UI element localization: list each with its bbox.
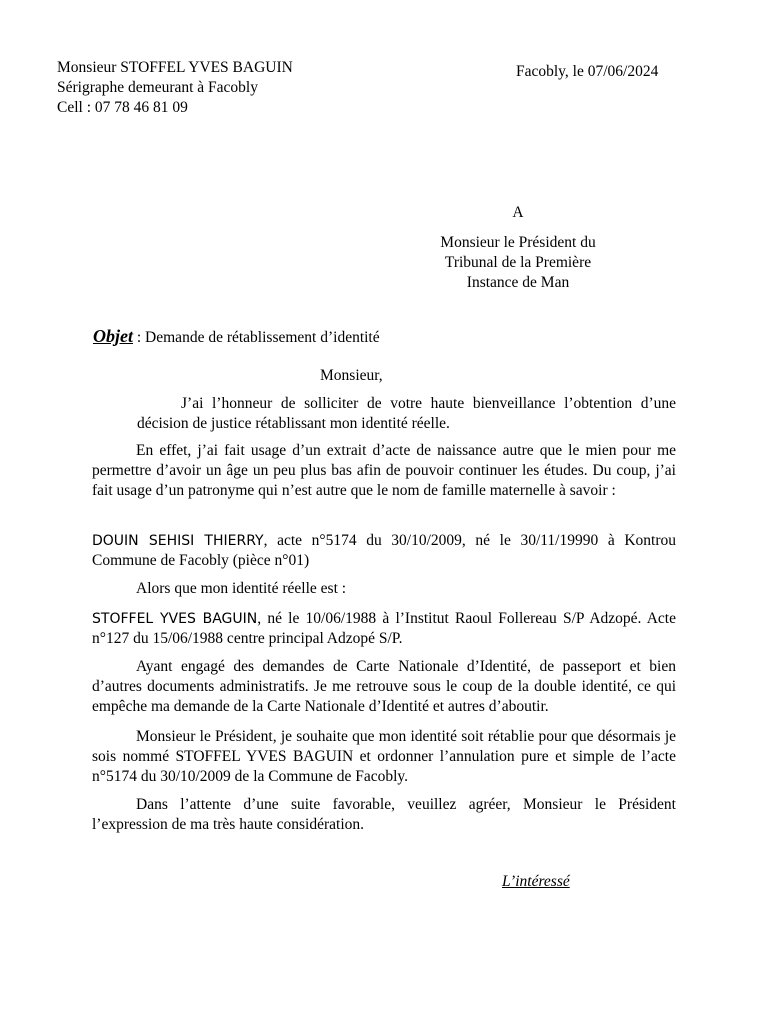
recipient-line-2: Tribunal de la Première <box>444 254 592 271</box>
real-identity-details: , né le 10/06/1988 à l’Institut Raoul Follereau S/P Adzopé. Acte n°127 du 15/06/1988 centre principal Adzopé S/P. <box>92 610 676 647</box>
real-identity-name: STOFFEL YVES BAGUIN <box>92 611 258 627</box>
subject-text: : Demande de rétablissement d’identité <box>133 329 380 346</box>
paragraph-3 <box>92 531 676 571</box>
salutation: Monsieur, <box>320 367 383 384</box>
recipient-block <box>410 233 626 293</box>
paragraph-6: Ayant engagé des demandes de Carte Nationale d’Identité, de passeport et bien d’autres documents administratifs. Je me retrouve sous le coup de la double identité, ce qui empêche ma demande de la Carte Nationale d’Identité et autres d’aboutir. <box>92 658 676 715</box>
subject-label: Objet <box>93 326 133 346</box>
subject-line <box>93 326 380 348</box>
recipient-prefix: A <box>512 204 524 221</box>
letter-date: Facobly, le 07/06/2024 <box>516 63 659 80</box>
sender-name: Monsieur STOFFEL YVES BAGUIN <box>57 59 293 76</box>
recipient-line-3: Instance de Man <box>466 274 570 291</box>
sender-occupation: Sérigraphe demeurant à Facobly <box>57 79 258 96</box>
false-identity-details: , acte n°5174 du 30/10/2009, né le 30/11/19990 à Kontrou Commune de Facobly (pièce n°01) <box>92 532 676 569</box>
paragraph-4: Alors que mon identité réelle est : <box>136 580 347 597</box>
paragraph-5 <box>92 609 676 649</box>
recipient-line-1: Monsieur le Président du <box>440 234 596 251</box>
sender-block <box>57 58 293 118</box>
paragraph-8: Dans l’attente d’une suite favorable, veuillez agréer, Monsieur le Président l’expression de ma très haute considération. <box>92 796 676 833</box>
paragraph-1: J’ai l’honneur de solliciter de votre haute bienveillance l’obtention d’une décision de justice rétablissant mon identité réelle. <box>137 395 676 432</box>
signature: L’intéressé <box>502 873 570 890</box>
sender-phone: Cell : 07 78 46 81 09 <box>57 99 188 116</box>
paragraph-2: En effet, j’ai fait usage d’un extrait d’acte de naissance autre que le mien pour me permettre d’avoir un âge un peu plus bas afin de pouvoir continuer les études. Du coup, j’ai fait usage d’un patronyme qui n’est autre que le nom de famille maternelle à savoir : <box>92 442 676 499</box>
paragraph-7: Monsieur le Président, je souhaite que mon identité soit rétablie pour que désormais je sois nommé STOFFEL YVES BAGUIN et ordonner l’annulation pure et simple de l’acte n°5174 du 30/10/2009 de la Commune de Facobly. <box>92 728 676 785</box>
false-identity-name: DOUIN SEHISI THIERRY <box>92 533 264 549</box>
